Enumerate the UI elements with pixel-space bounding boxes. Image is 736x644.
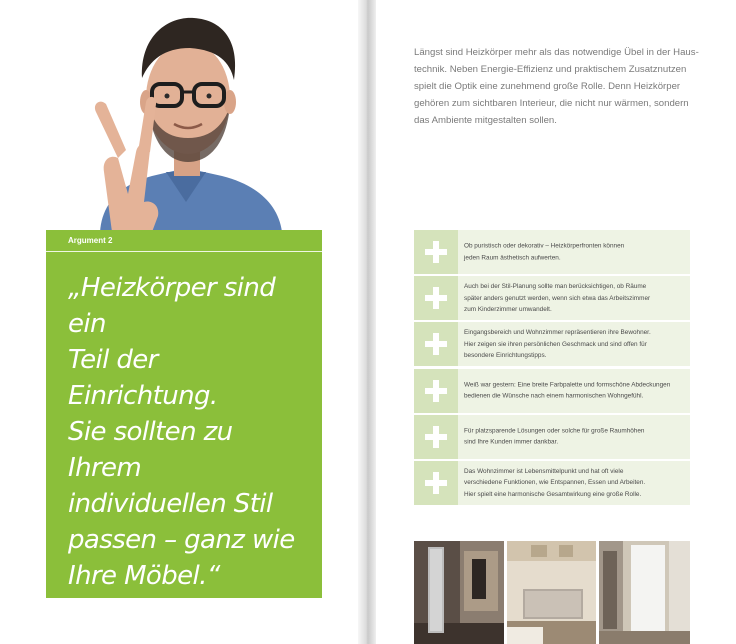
feature-text [464, 281, 684, 316]
intro-line: spielt die Optik eine zunehmend große Rolle. Denn Heizkörper [414, 81, 681, 92]
intro-line: technik. Neben Energie-Effizienz und praktischem Zusatznutzen [414, 64, 687, 75]
quote-line: passen – ganz wie [68, 525, 295, 555]
feature-list [414, 230, 690, 507]
feature-item [414, 461, 690, 505]
plus-icon [414, 276, 458, 320]
feature-line: Hier spielt eine harmonische Gesamtwirkung eine große Rolle. [464, 490, 642, 498]
feature-item [414, 322, 690, 366]
feature-line: Eingangsbereich und Wohnzimmer repräsentieren ihre Bewohner. [464, 329, 651, 337]
intro-line: das Ambiente mitgestalten sollen. [414, 115, 557, 126]
feature-line: Das Wohnzimmer ist Lebensmittelpunkt und hat oft viele [464, 467, 624, 475]
feature-text [464, 241, 684, 264]
feature-item [414, 276, 690, 320]
feature-item [414, 230, 690, 274]
plus-icon [414, 322, 458, 366]
feature-item [414, 415, 690, 459]
intro-paragraph [414, 44, 704, 129]
feature-item [414, 369, 690, 413]
quote-divider [46, 251, 322, 252]
feature-line: besondere Einrichtungstipps. [464, 352, 547, 360]
feature-line: Weiß war gestern: Eine breite Farbpalette und formschöne Abdeckungen [464, 381, 671, 389]
feature-line: verschiedene Funktionen, wie Entspannen, Essen und Arbeiten. [464, 479, 646, 487]
pull-quote [68, 270, 308, 594]
feature-line: Auch bei der Stil-Planung sollte man berücksichtigen, ob Räume [464, 282, 647, 290]
quote-line: Teil der Einrichtung. [68, 345, 218, 411]
quote-line: individuellen Stil [68, 489, 273, 519]
feature-text [464, 327, 684, 362]
feature-line: Ob puristisch oder dekorativ – Heizkörperfronten können [464, 242, 625, 250]
quote-line: „Heizkörper sind ein [68, 273, 276, 339]
feature-text [464, 425, 684, 448]
argument-label: Argument 2 [68, 236, 113, 245]
plus-icon [414, 461, 458, 505]
right-page [376, 0, 736, 644]
feature-line: Hier zeigen sie ihren persönlichen Geschmack und sind offen für [464, 340, 647, 348]
radiator-photo [599, 541, 690, 644]
intro-line: Längst sind Heizkörper mehr als das notwendige Übel in der Haus- [414, 47, 699, 58]
portrait-photo [82, 6, 292, 232]
photo-strip [414, 541, 690, 644]
plus-icon [414, 369, 458, 413]
quote-line: Ihre Möbel.“ [68, 561, 220, 591]
plus-icon [414, 415, 458, 459]
plus-icon [414, 230, 458, 274]
feature-line: bedienen die Wünsche nach einem harmonischen Wohngefühl. [464, 392, 644, 400]
feature-line: zum Kinderzimmer umwandelt. [464, 305, 552, 313]
feature-line: später anders genutzt werden, wenn sich etwa das Arbeitszimmer [464, 294, 651, 302]
feature-line: jeden Raum ästhetisch aufwerten. [464, 254, 561, 261]
feature-text [464, 466, 684, 501]
quote-panel [46, 230, 322, 598]
intro-line: gehören zum sichtbaren Interieur, die nicht nur wärmen, sondern [414, 98, 689, 109]
feature-line: Für platzsparende Lösungen oder solche für große Raumhöhen [464, 427, 645, 435]
page-gutter [358, 0, 376, 644]
radiator-photo [507, 541, 596, 644]
feature-line: sind Ihre Kunden immer dankbar. [464, 438, 559, 446]
left-page [0, 0, 360, 644]
quote-line: Sie sollten zu Ihrem [68, 417, 233, 483]
radiator-photo [414, 541, 504, 644]
feature-text [464, 379, 684, 402]
